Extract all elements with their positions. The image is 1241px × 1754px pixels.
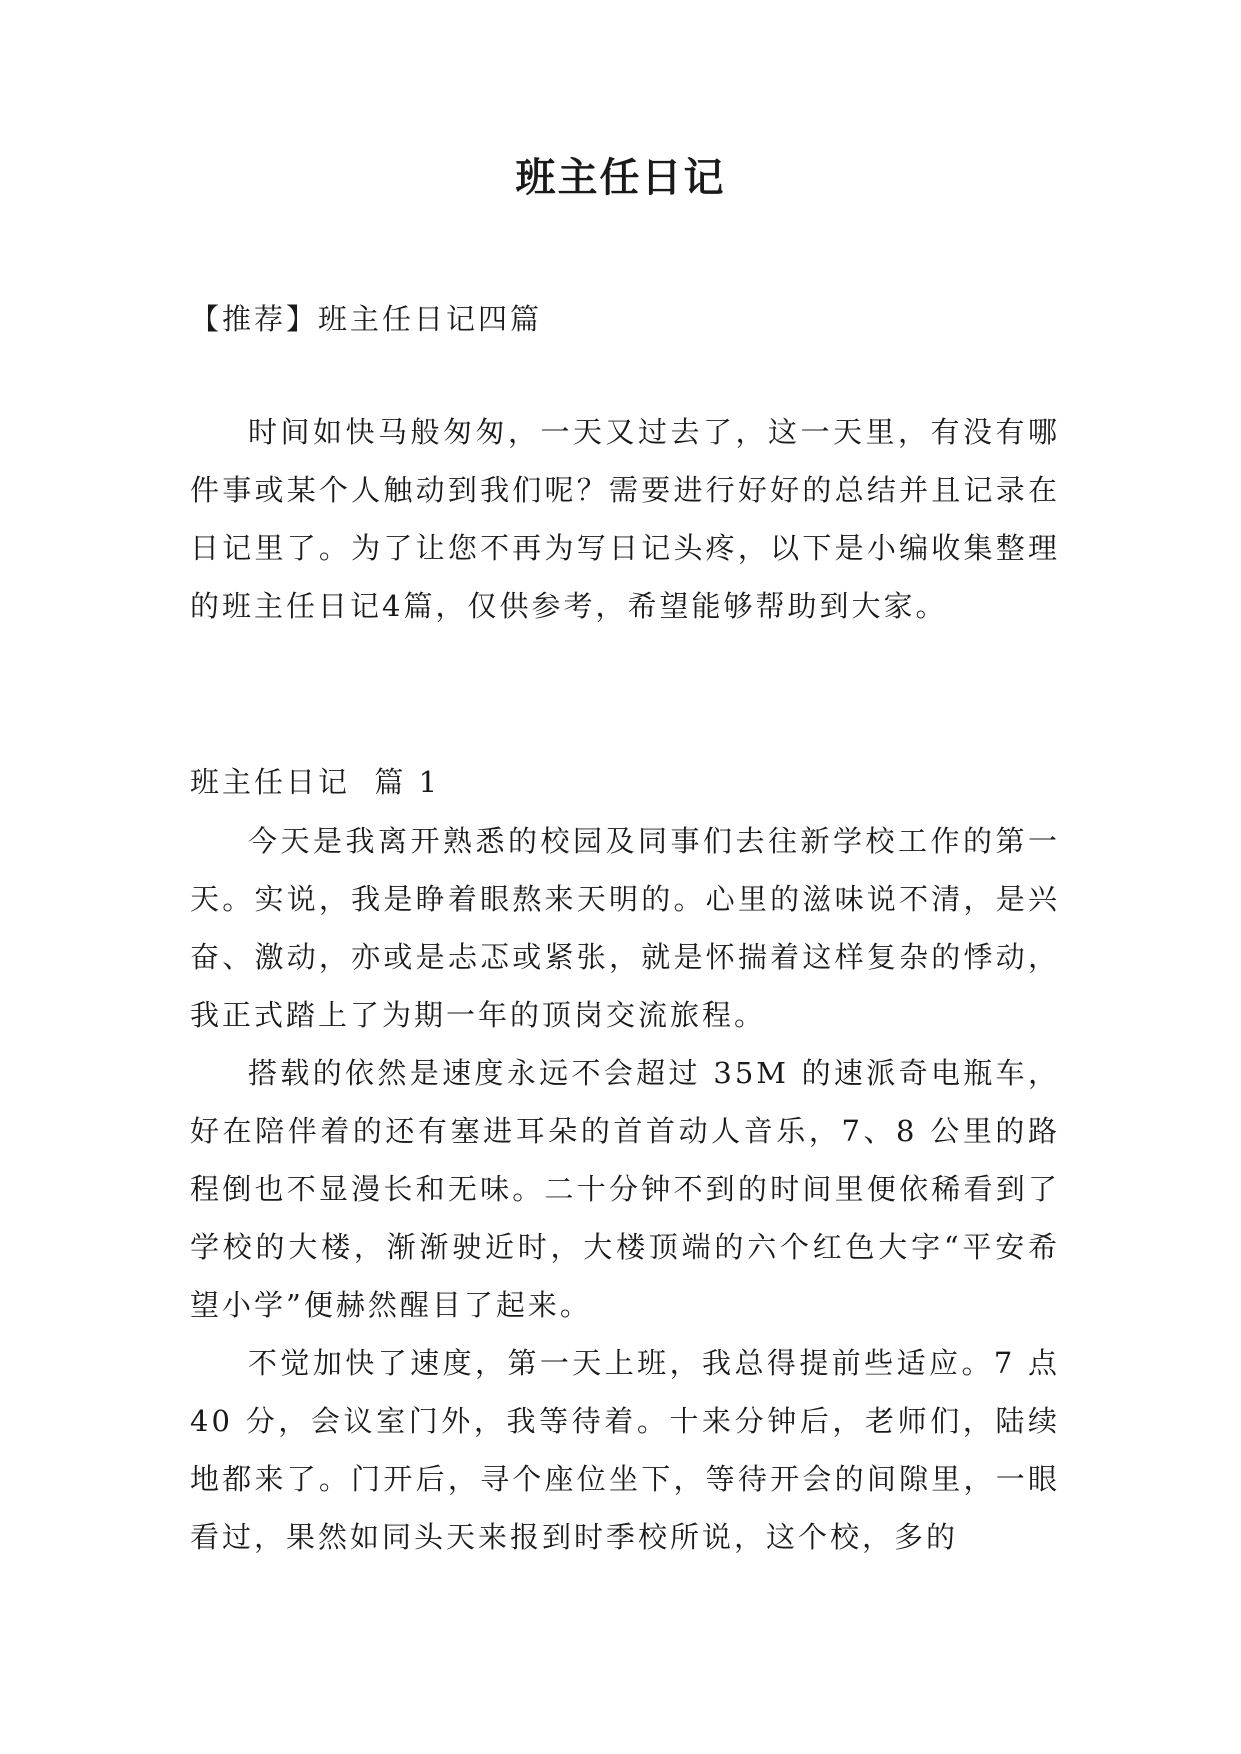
document-title: 班主任日记 <box>515 155 726 201</box>
section-body <box>190 812 1060 1566</box>
section-heading: 班主任日记 篇 1 <box>190 765 441 799</box>
document-subtitle: 【推荐】班主任日记四篇 <box>190 302 543 336</box>
intro-paragraph: 时间如快马般匆匆，一天又过去了，这一天里，有没有哪件事或某个人触动到我们呢？需要进行好好的总结并且记录在日记里了。为了让您不再为写日记头疼，以下是小编收集整理的班主任日记4篇，仅供参考，希望能够帮助到大家。 <box>190 415 1060 623</box>
body-paragraph-3: 不觉加快了速度，第一天上班，我总得提前些适应。7 点 40 分，会议室门外，我等待着。十来分钟后，老师们，陆续地都来了。门开后，寻个座位坐下，等待开会的间隙里，一眼看过，果然如同头天来报到时季校所说，这个校，多的 <box>190 1346 1060 1554</box>
body-paragraph-1: 今天是我离开熟悉的校园及同事们去往新学校工作的第一天。实说，我是睁着眼熬来天明的。心里的滋味说不清，是兴奋、激动，亦或是忐忑或紧张，就是怀揣着这样复杂的悸动，我正式踏上了为期一年的顶岗交流旅程。 <box>190 824 1060 1032</box>
body-paragraph-2: 搭载的依然是速度永远不会超过 35M 的速派奇电瓶车，好在陪伴着的还有塞进耳朵的首首动人音乐，7、8 公里的路程倒也不显漫长和无味。二十分钟不到的时间里便依稀看到了学校的大楼，渐渐驶近时，大楼顶端的六个红色大字“平安希望小学”便赫然醒目了起来。 <box>190 1056 1060 1322</box>
